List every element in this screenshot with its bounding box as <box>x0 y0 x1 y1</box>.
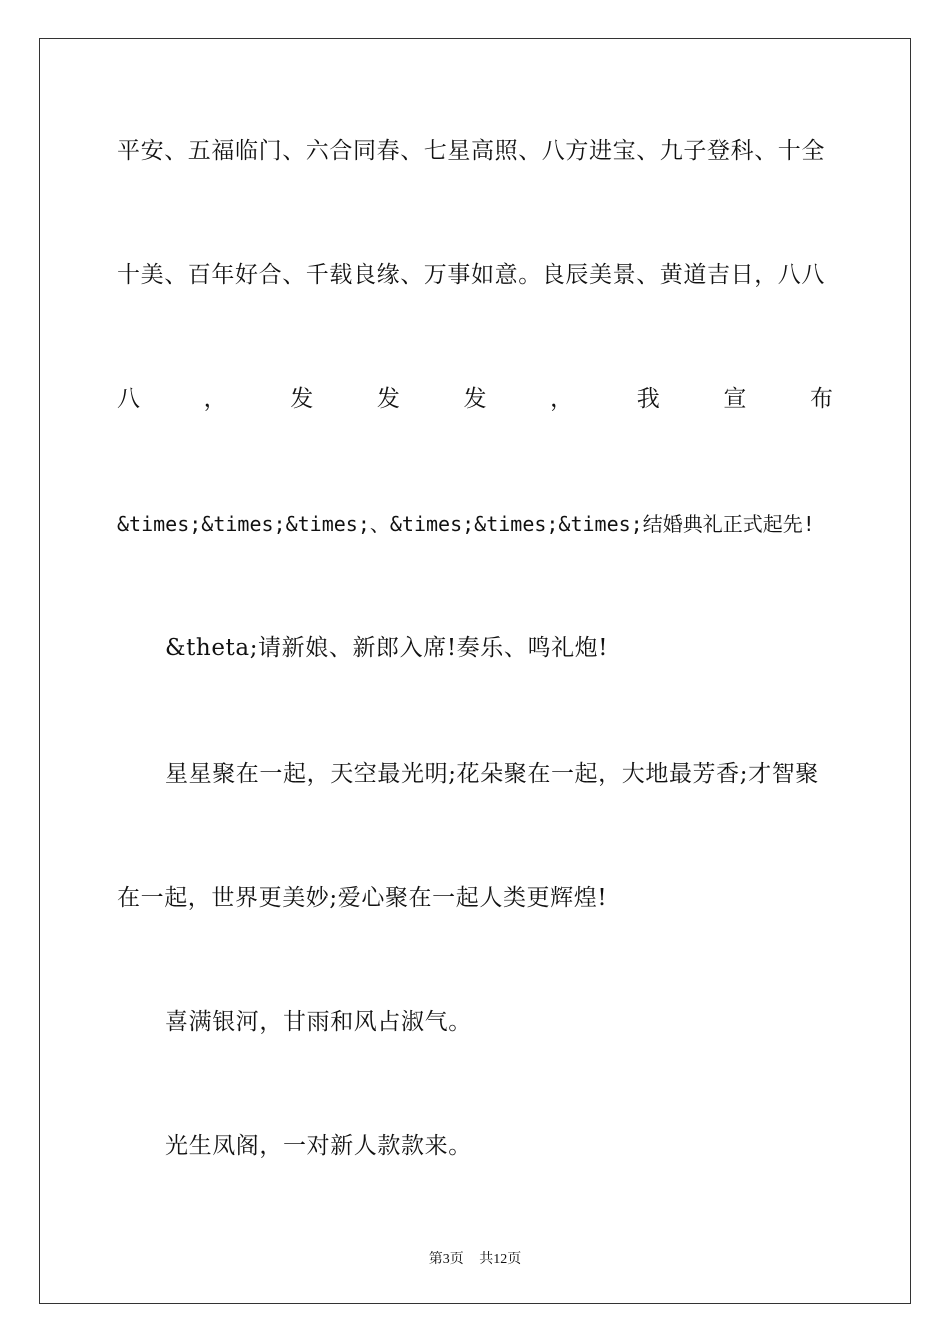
justified-char: 我 <box>636 386 660 412</box>
justified-char: ， <box>550 386 574 412</box>
justified-char: 发 <box>463 386 487 412</box>
page-footer <box>0 1248 950 1268</box>
page-number-current: 第3页 <box>428 1252 464 1267</box>
justified-char: 八 <box>117 386 140 412</box>
text-line-5: &theta;请新娘、新郎入席!奏乐、鸣礼炮! <box>165 635 609 661</box>
text-line-8: 喜满银河，甘雨和风占淑气。 <box>165 1009 472 1035</box>
justified-char: ， <box>203 386 227 412</box>
justified-char: 宣 <box>723 386 747 412</box>
justified-char: 发 <box>290 386 314 412</box>
text-line-7: 在一起，世界更美妙;爱心聚在一起人类更辉煌! <box>117 885 608 911</box>
text-line-1: 平安、五福临门、六合同春、七星高照、八方进宝、九子登科、十全 <box>117 138 825 164</box>
text-line-4: &times;&times;&times;、&times;&times;&times;结婚典礼正式起先! <box>117 512 815 536</box>
justified-char: 布 <box>810 386 833 412</box>
text-line-3-justified <box>117 384 833 414</box>
text-line-6: 星星聚在一起，天空最光明;花朵聚在一起，大地最芳香;才智聚 <box>165 761 819 787</box>
page-border <box>39 38 911 1304</box>
text-line-2: 十美、百年好合、千载良缘、万事如意。良辰美景、黄道吉日，八八 <box>117 262 825 288</box>
justified-char: 发 <box>376 386 400 412</box>
page-number-total: 共12页 <box>479 1252 522 1267</box>
text-line-9: 光生凤阁，一对新人款款来。 <box>165 1133 472 1159</box>
